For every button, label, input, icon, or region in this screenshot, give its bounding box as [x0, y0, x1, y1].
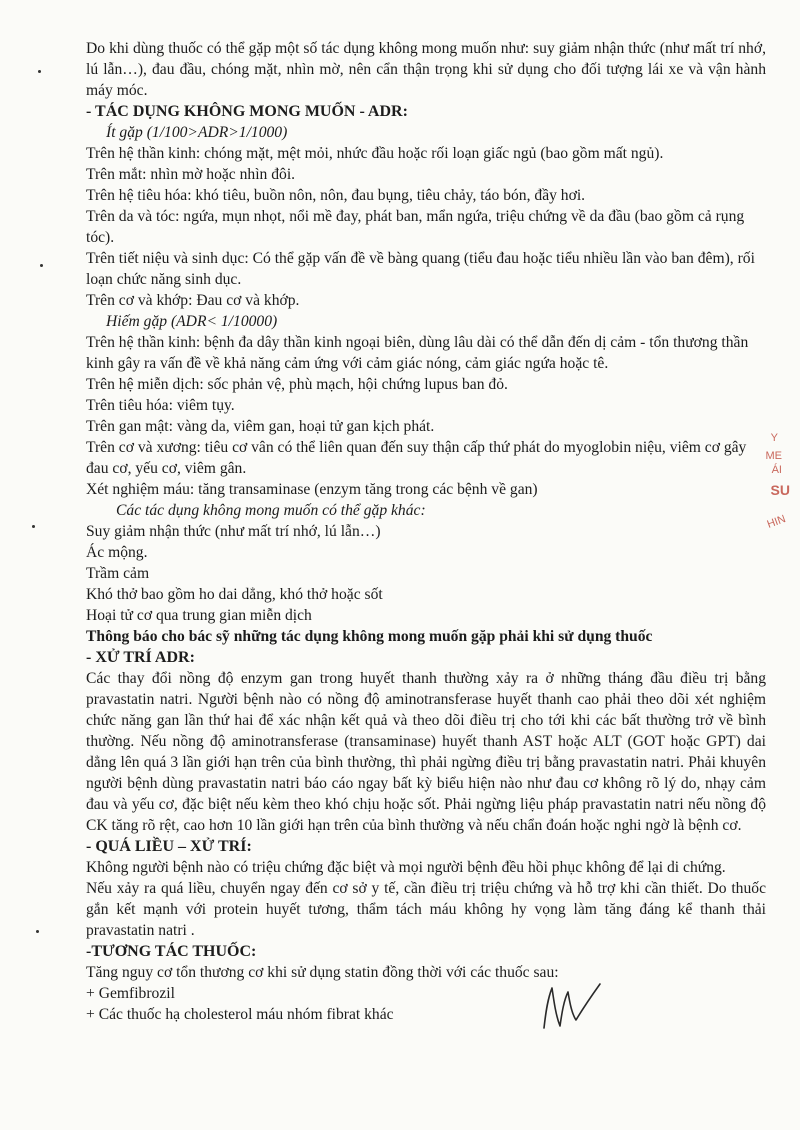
adr-heading: - TÁC DỤNG KHÔNG MONG MUỐN - ADR:: [86, 103, 408, 120]
margin-mark: ME: [765, 450, 782, 462]
margin-mark: SU: [770, 482, 790, 498]
overdose-paragraph: Nếu xảy ra quá liều, chuyển ngay đến cơ sở y tế, cần điều trị triệu chứng và hỗ trợ khi cần thiết. Do thuốc gắn kết mạnh với protein huyết tương, thẩm tách máu không hy vọng làm tăng đáng kể thanh thải pravastatin natri .: [86, 880, 766, 939]
adr-item: Khó thở bao gồm ho dai dẳng, khó thở hoặc sốt: [86, 586, 383, 603]
adr-item: Trên tiết niệu và sinh dục: Có thể gặp vấn đề về bàng quang (tiểu đau hoặc tiểu nhiều lần vào ban đêm), rối loạn chức năng sinh dục.: [86, 250, 755, 288]
uncommon-label: Ít gặp (1/100>ADR>1/1000): [106, 124, 288, 141]
interactions-intro: Tăng nguy cơ tổn thương cơ khi sử dụng statin đồng thời với các thuốc sau:: [86, 964, 559, 981]
adr-item: Trên mắt: nhìn mờ hoặc nhìn đôi.: [86, 166, 296, 183]
margin-mark: HIN: [765, 513, 788, 531]
overdose-paragraph: Không người bệnh nào có triệu chứng đặc biệt và mọi người bệnh đều hồi phục không để lại di chứng.: [86, 859, 726, 876]
rare-label: Hiếm gặp (ADR< 1/10000): [106, 313, 278, 330]
interactions-heading: -TƯƠNG TÁC THUỐC:: [86, 943, 257, 960]
adr-item: Trầm cảm: [86, 565, 150, 582]
margin-mark: ÁI: [771, 464, 782, 476]
interaction-item: + Gemfibrozil: [86, 985, 175, 1002]
adr-item: Trên hệ tiêu hóa: khó tiêu, buồn nôn, nôn, đau bụng, tiêu chảy, táo bón, đầy hơi.: [86, 187, 586, 204]
adr-item: Trên da và tóc: ngứa, mụn nhọt, nổi mề đay, phát ban, mẩn ngứa, triệu chứng về da đầu (bao gồm cả rụng tóc).: [86, 208, 745, 246]
adr-item: Trên cơ và xương: tiêu cơ vân có thể liên quan đến suy thận cấp thứ phát do myoglobin niệu, viêm cơ gây đau cơ, yếu cơ, viêm gân.: [86, 439, 747, 477]
adr-item: Trên hệ miễn dịch: sốc phản vệ, phù mạch, hội chứng lupus ban đỏ.: [86, 376, 508, 393]
adr-item: Trên hệ thần kinh: bệnh đa dây thần kinh ngoại biên, dùng lâu dài có thể dẫn đến dị cảm - tổn thương thần kinh gây ra vấn đề về khả năng cảm ứng với cảm giác nóng, cảm giác ngứa hoặc tê.: [86, 334, 749, 372]
adr-item: Trên gan mật: vàng da, viêm gan, hoại tử gan kịch phát.: [86, 418, 435, 435]
adr-item: Hoại tử cơ qua trung gian miễn dịch: [86, 607, 312, 624]
document-page: [86, 38, 766, 1025]
management-paragraph: Các thay đổi nồng độ enzym gan trong huyết thanh thường xảy ra ở những tháng đầu điều trị bằng pravastatin natri. Người bệnh nào có nồng độ aminotransferase huyết thanh cao phải theo dõi xét nghiệm chức năng gan lần thứ hai để xác nhận kết quả và theo dõi điều trị cho tới khi các bất thường trở về bình thường. Nếu nồng độ aminotransferase (transaminase) huyết thanh AST hoặc ALT (GOT hoặc GPT) dai dẳng lên quá 3 lần giới hạn trên của bình thường, thì phải ngừng điều trị bằng pravastatin natri. Phải khuyên người bệnh dùng pravastatin natri báo cáo ngay bất kỳ biểu hiện nào như đau cơ không rõ lý do, nhạy cảm đau và yếu cơ, đặc biệt nếu kèm theo khó chịu hoặc sốt. Phải ngừng liệu pháp pravastatin natri nếu nồng độ CK tăng rõ rệt, cao hơn 10 lần giới hạn trên của bình thường và nếu chẩn đoán hoặc nghi ngờ là bệnh cơ.: [86, 670, 766, 834]
scan-speck: [32, 525, 35, 528]
doctor-notice: Thông báo cho bác sỹ những tác dụng không mong muốn gặp phải khi sử dụng thuốc: [86, 628, 653, 645]
overdose-heading: - QUÁ LIỀU – XỬ TRÍ:: [86, 838, 252, 855]
adr-item: Trên tiêu hóa: viêm tụy.: [86, 397, 235, 414]
adr-item: Suy giảm nhận thức (như mất trí nhớ, lú lẫn…): [86, 523, 381, 540]
signature: [538, 980, 608, 1040]
management-heading: - XỬ TRÍ ADR:: [86, 649, 195, 666]
adr-item: Ác mộng.: [86, 544, 148, 561]
scan-speck: [38, 70, 41, 73]
adr-item: Trên hệ thần kinh: chóng mặt, mệt mỏi, nhức đầu hoặc rối loạn giấc ngủ (bao gồm mất ngủ).: [86, 145, 664, 162]
other-label: Các tác dụng không mong muốn có thể gặp khác:: [116, 502, 426, 519]
adr-item: Trên cơ và khớp: Đau cơ và khớp.: [86, 292, 300, 309]
interaction-item: + Các thuốc hạ cholesterol máu nhóm fibrat khác: [86, 1006, 394, 1023]
adr-item: Xét nghiệm máu: tăng transaminase (enzym tăng trong các bệnh về gan): [86, 481, 538, 498]
scan-speck: [40, 264, 43, 267]
scan-speck: [36, 930, 39, 933]
intro-paragraph: Do khi dùng thuốc có thể gặp một số tác dụng không mong muốn như: suy giảm nhận thức (như mất trí nhớ, lú lẫn…), đau đầu, chóng mặt, nhìn mờ, nên cẩn thận trọng khi sử dụng cho đối tượng lái xe và vận hành máy móc.: [86, 40, 766, 99]
margin-mark: Y: [770, 432, 778, 444]
